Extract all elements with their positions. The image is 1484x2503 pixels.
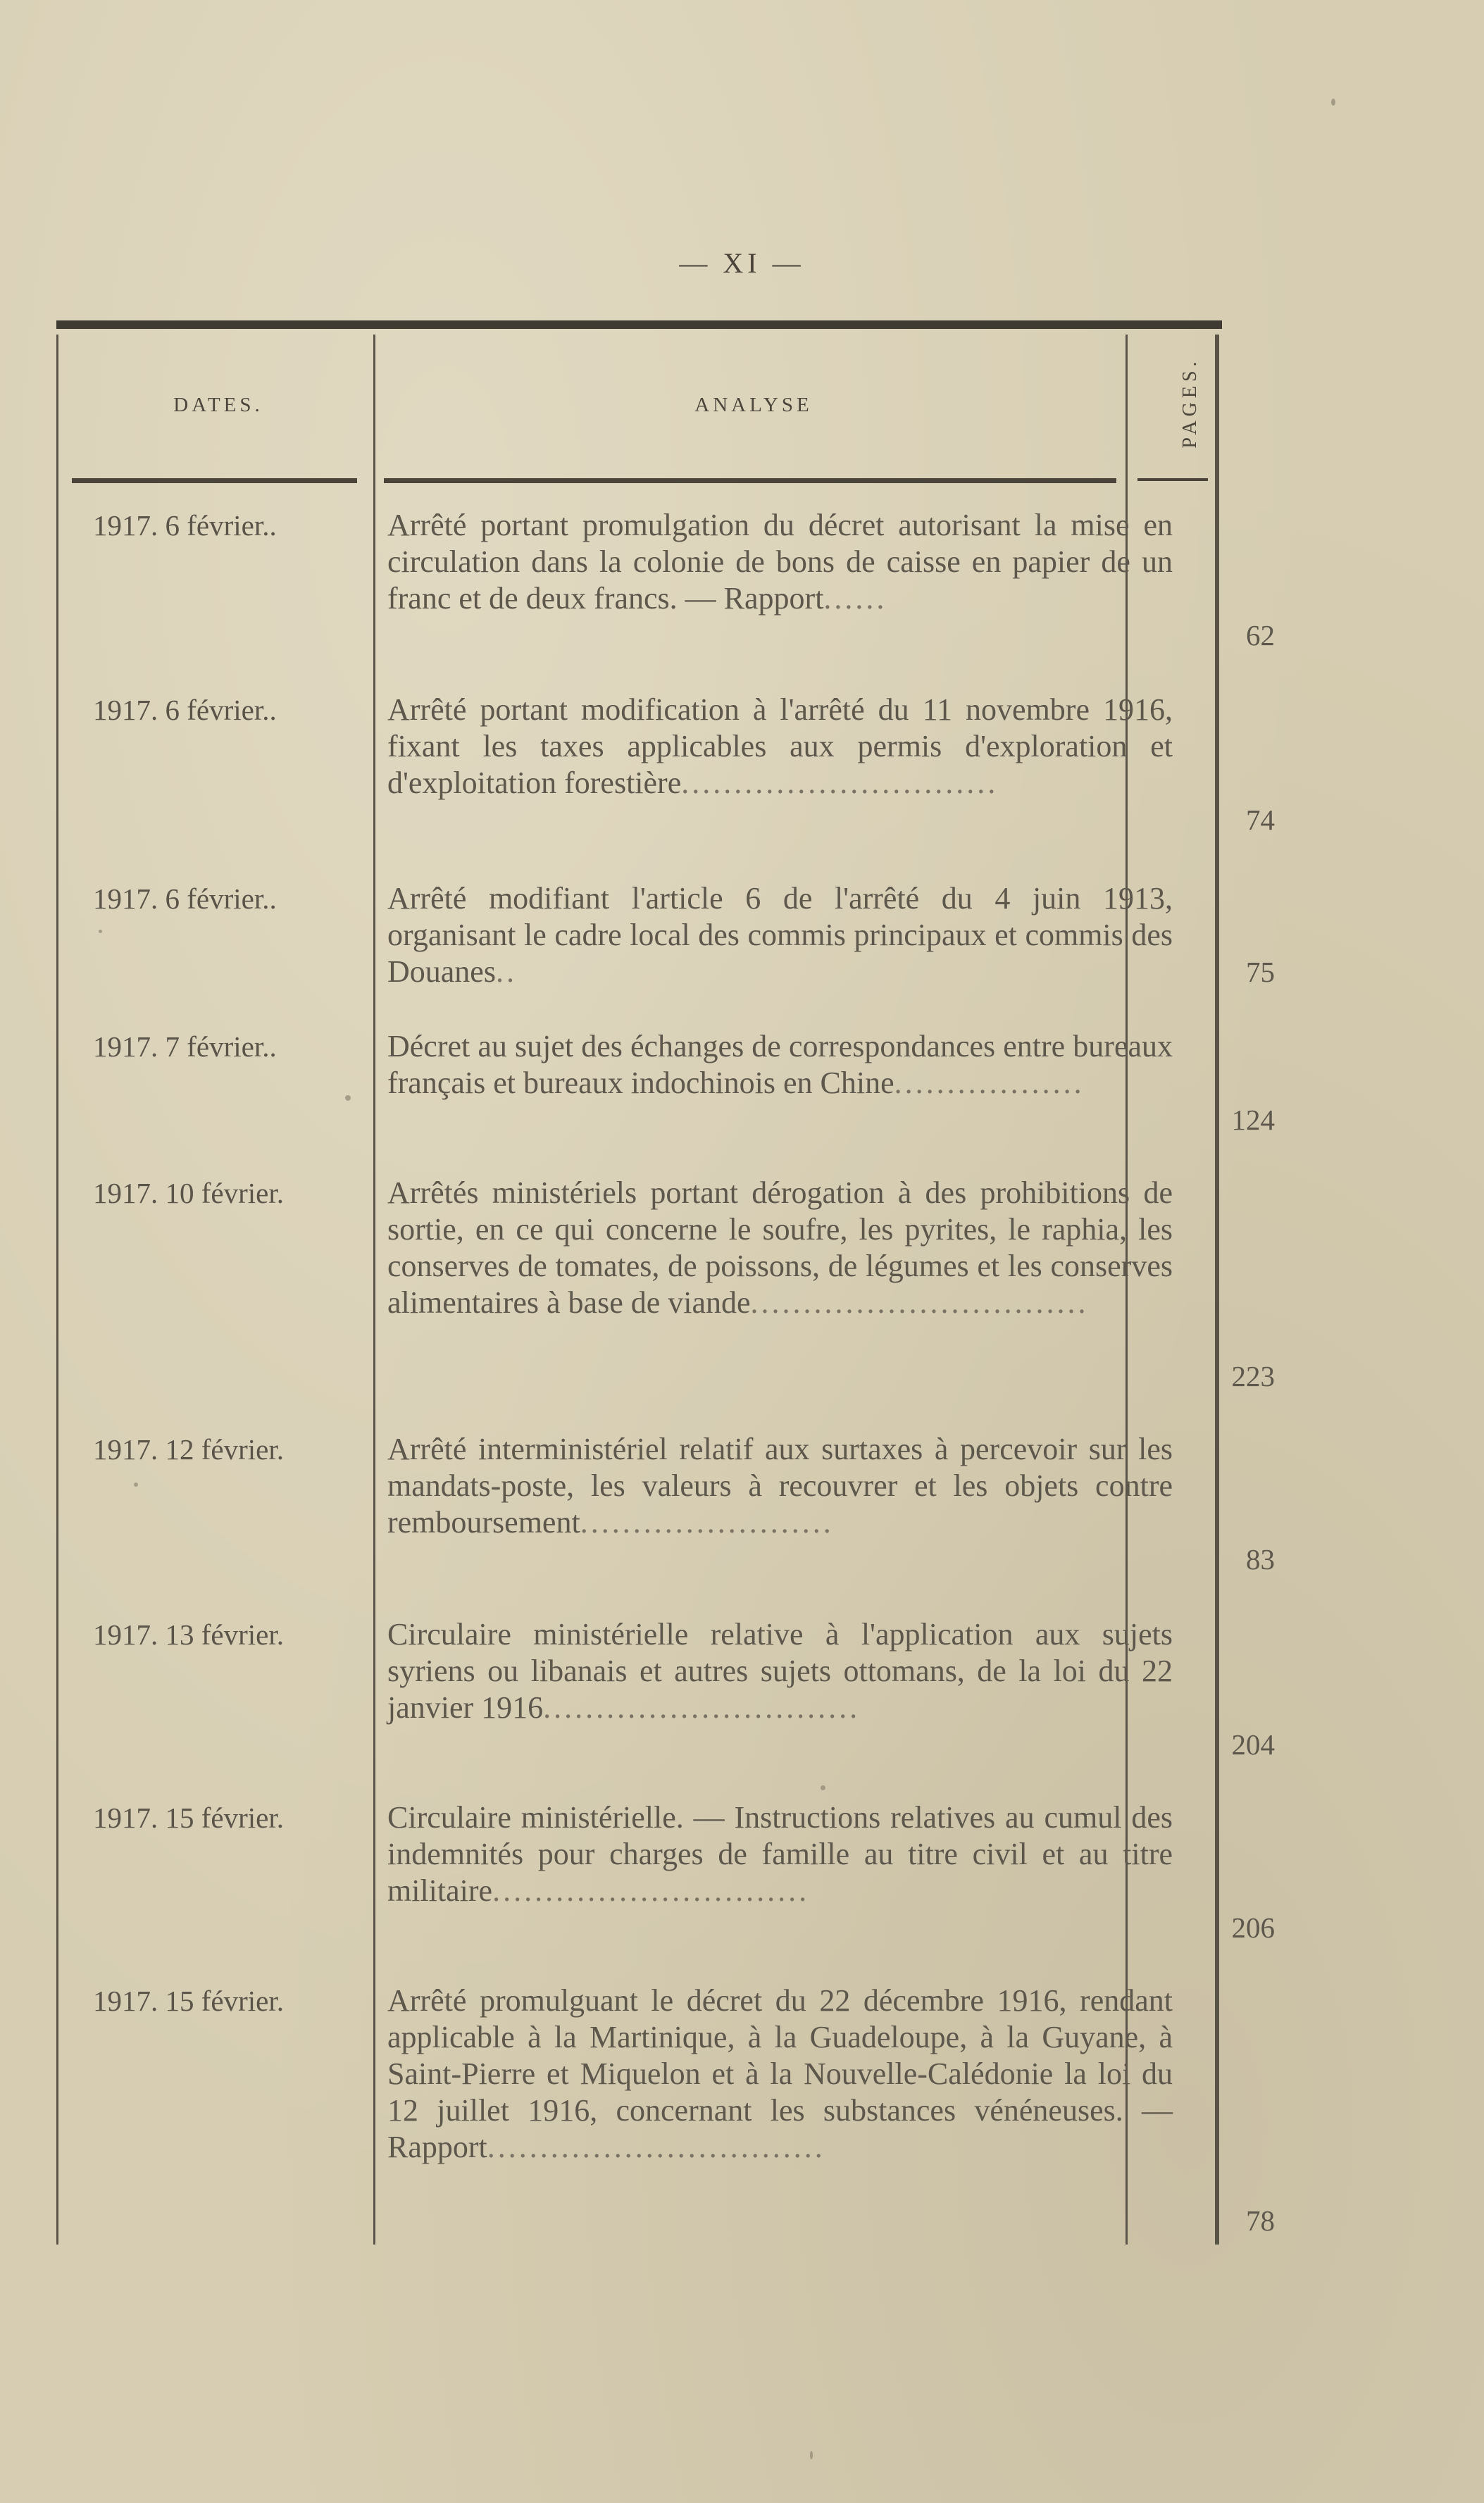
row-analysis-text: Arrêté interministériel relatif aux surtaxes à percevoir sur les mandats-poste, les valeurs à recouvrer et les objets contre remboursement	[387, 1432, 1173, 1540]
row-analysis-text: Arrêté portant promulgation du décret autorisant la mise en circulation dans la colonie de bons de caisse en papier de un franc et de deux francs. — Rapport	[387, 508, 1173, 616]
row-date: 1917. 7 février..	[93, 1030, 277, 1063]
table-row	[56, 1175, 1275, 1400]
paper-speck	[821, 1785, 825, 1790]
row-analysis	[387, 1028, 1173, 1101]
table-row	[56, 507, 1275, 676]
header-rule-dates	[72, 478, 357, 483]
row-date: 1917. 13 février.	[93, 1618, 284, 1651]
table-row	[56, 1616, 1275, 1785]
leader-dots: ..................	[894, 1066, 1085, 1100]
table-row	[56, 880, 1275, 1007]
table-row	[56, 1431, 1275, 1600]
row-page: 204	[1231, 1728, 1275, 1761]
row-page: 78	[1246, 2204, 1275, 2237]
paper-speck	[810, 2451, 813, 2459]
row-analysis	[387, 692, 1173, 801]
leader-dots: ..............................	[543, 1690, 861, 1725]
header-rule-analysis	[384, 478, 1116, 483]
paper-speck	[1331, 99, 1335, 106]
leader-dots: ..	[495, 954, 517, 989]
table-row	[56, 1983, 1275, 2250]
row-analysis-text: Arrêté portant modification à l'arrêté du 11 novembre 1916, fixant les taxes applicables aux permis d'exploration et d'exploitation forestière	[387, 692, 1173, 800]
column-header-dates: DATES.	[173, 393, 263, 416]
row-analysis-text: Circulaire ministérielle relative à l'application aux sujets syriens ou libanais et autres sujets ottomans, de la loi du 22 janvier 1916	[387, 1617, 1173, 1725]
page-number: — XI —	[679, 247, 805, 279]
row-date: 1917. 15 février.	[93, 1802, 284, 1834]
table-row	[56, 1028, 1275, 1155]
row-analysis-text: Arrêté modifiant l'article 6 de l'arrêté du 4 juin 1913, organisant le cadre local des commis principaux et commis des Douanes	[387, 881, 1173, 989]
table-row	[56, 1799, 1275, 1968]
row-date: 1917. 10 février.	[93, 1177, 284, 1209]
row-page: 206	[1231, 1911, 1275, 1944]
row-date: 1917. 6 février..	[93, 882, 277, 915]
row-date: 1917. 6 février..	[93, 694, 277, 726]
row-date: 1917. 15 février.	[93, 1985, 284, 2017]
row-date: 1917. 6 février..	[93, 509, 277, 542]
header-rule-pages	[1137, 478, 1208, 481]
leader-dots: ......	[823, 581, 887, 616]
row-analysis	[387, 1431, 1173, 1541]
paper-speck	[345, 1095, 351, 1101]
row-analysis	[387, 1983, 1173, 2166]
row-analysis	[387, 507, 1173, 617]
row-page: 74	[1246, 804, 1275, 836]
row-analysis	[387, 1175, 1173, 1321]
leader-dots: ..............................	[492, 1873, 810, 1908]
leader-dots: ................................	[750, 1285, 1089, 1320]
row-analysis	[387, 1799, 1173, 1909]
column-header-analysis: ANALYSE	[694, 393, 813, 416]
row-page: 124	[1231, 1104, 1275, 1136]
leader-dots: ................................	[487, 2130, 825, 2164]
row-analysis	[387, 1616, 1173, 1726]
paper-speck	[134, 1483, 138, 1487]
leader-dots: ..............................	[681, 766, 999, 800]
row-analysis-text: Circulaire ministérielle. — Instructions relatives au cumul des indemnités pour charges de famille au titre civil et au titre militaire	[387, 1800, 1173, 1908]
row-analysis-text: Décret au sujet des échanges de correspondances entre bureaux français et bureaux indochinois en Chine	[387, 1029, 1173, 1100]
row-page: 62	[1246, 619, 1275, 651]
row-analysis-text: Arrêté promulguant le décret du 22 décembre 1916, rendant applicable à la Martinique, à la Guadeloupe, à la Guyane, à Saint-Pierre et Miquelon et à la Nouvelle-Calédonie la loi du 12 juillet 1916, concernant les substances vénéneuses. — Rapport	[387, 1983, 1173, 2164]
leader-dots: ........................	[580, 1505, 834, 1540]
row-analysis	[387, 880, 1173, 990]
column-header-pages: PAGES.	[1179, 357, 1201, 449]
row-page: 223	[1231, 1360, 1275, 1392]
row-analysis-text: Arrêtés ministériels portant dérogation à des prohibitions de sortie, en ce qui concerne le soufre, les pyrites, le raphia, les conserves de tomates, de poissons, de légumes et les conserves alimentaires à base de viande	[387, 1175, 1173, 1320]
row-page: 75	[1246, 956, 1275, 988]
paper-speck	[99, 930, 102, 933]
row-page: 83	[1246, 1543, 1275, 1575]
row-date: 1917. 12 février.	[93, 1433, 284, 1466]
table-row	[56, 692, 1275, 861]
